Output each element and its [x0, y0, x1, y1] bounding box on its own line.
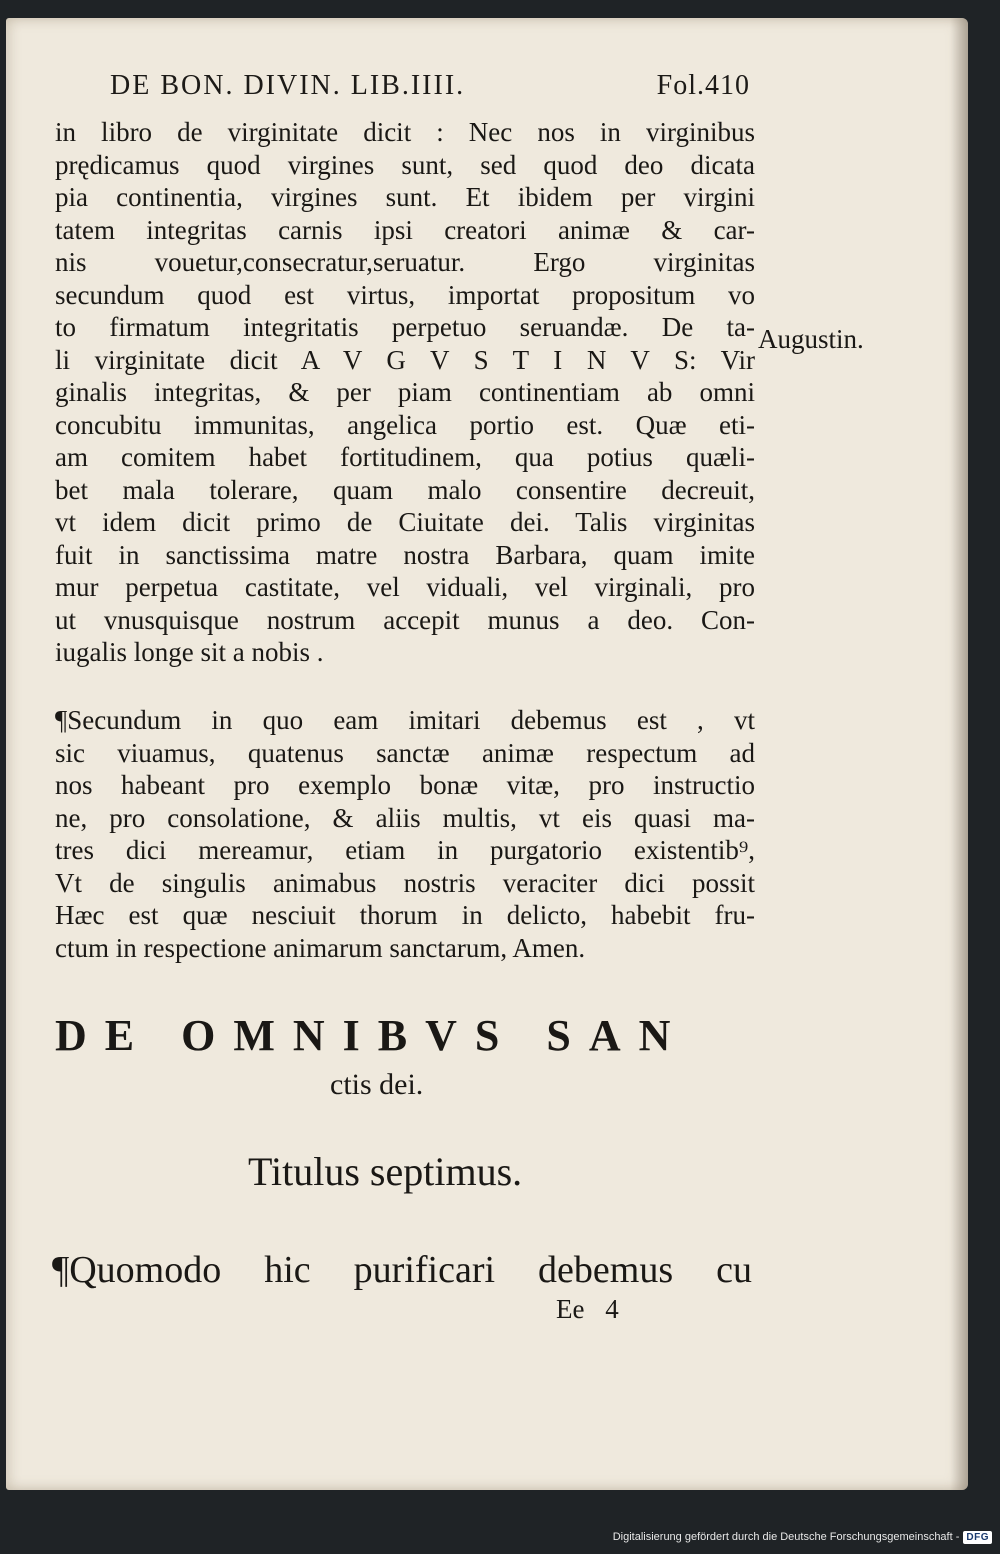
text-line: ut vnusquisque nostrum accepit munus a deo. Con- — [55, 604, 755, 635]
text-line: ctum in respectione animarum sanctarum, Amen. — [55, 932, 586, 963]
text-line: Vt de singulis animabus nostris veraciter dici possit — [55, 867, 755, 898]
text-line: ginalis integritas, & per piam continentiam ab omni — [55, 377, 755, 407]
text-line: to firmatum integritatis perpetuo seruandæ. De ta- — [55, 312, 755, 342]
text-line: fuit in sanctissima matre nostra Barbara, quam imite — [55, 539, 755, 570]
text-line: Hæc est quæ nesciuit thorum in delicto, habebit fru- — [55, 900, 755, 930]
digitization-footer — [613, 1526, 992, 1548]
section-heading-continuation: ctis dei. — [330, 1068, 424, 1101]
footer-credit: Digitalisierung gefördert durch die Deutsche Forschungsgemeinschaft - — [612, 1531, 960, 1543]
running-head-title: DE BON. DIVIN. LIB.IIII. — [110, 70, 466, 101]
text-line: pia continentia, virgines sunt. Et ibidem per virgini — [55, 182, 755, 212]
text-line: nis vouetur,consecratur,seruatur. Ergo virginitas — [55, 247, 755, 277]
text-line: ¶Secundum in quo eam imitari debemus est , vt — [55, 705, 755, 735]
text-line: prędicamus quod virgines sunt, sed quod deo dicata — [55, 149, 755, 180]
text-line: tres dici mereamur, etiam in purgatorio existentib⁹, — [55, 835, 755, 865]
text-line: vt idem dicit primo de Ciuitate dei. Talis virginitas — [55, 507, 755, 537]
text-line: mur perpetua castitate, vel viduali, vel virginali, pro — [55, 572, 755, 602]
text-line: ne, pro consolatione, & aliis multis, vt eis quasi ma- — [55, 802, 755, 833]
paragraph-2 — [55, 704, 755, 964]
text-line: sic viuamus, quatenus sanctæ animæ respectum ad — [55, 737, 755, 768]
text-line: secundum quod est virtus, importat propositum vo — [55, 279, 755, 310]
signature-mark: Ee 4 — [556, 1294, 619, 1324]
text-line: bet mala tolerare, quam malo consentire decreuit, — [55, 474, 755, 505]
text-line: nos habeant pro exemplo bonæ vitæ, pro instructio — [55, 770, 755, 800]
section-heading: DE OMNIBVS SAN — [55, 1011, 689, 1060]
folio-number: Fol.410 — [656, 70, 750, 101]
text-line: am comitem habet fortitudinem, qua potius quæli- — [55, 442, 755, 472]
running-head — [110, 70, 750, 110]
text-line: concubitu immunitas, angelica portio est. Quæ eti- — [55, 409, 755, 440]
text-line: iugalis longe sit a nobis . — [55, 637, 324, 667]
marginal-note: Augustin. — [758, 324, 864, 354]
text-line: tatem integritas carnis ipsi creatori animæ & car- — [55, 214, 755, 245]
text-line: li virginitate dicit A V G V S T I N V S: Vir — [55, 344, 755, 375]
text-line: in libro de virginitate dicit : Nec nos in virginibus — [55, 117, 755, 147]
dfg-logo: DFG — [963, 1531, 992, 1544]
page-edge-shadow — [950, 18, 968, 1490]
paragraph-1 — [55, 116, 755, 669]
final-text-line: ¶Quomodo hic purificari debemus cu — [52, 1249, 752, 1291]
title-label: Titulus septimus. — [248, 1149, 523, 1194]
